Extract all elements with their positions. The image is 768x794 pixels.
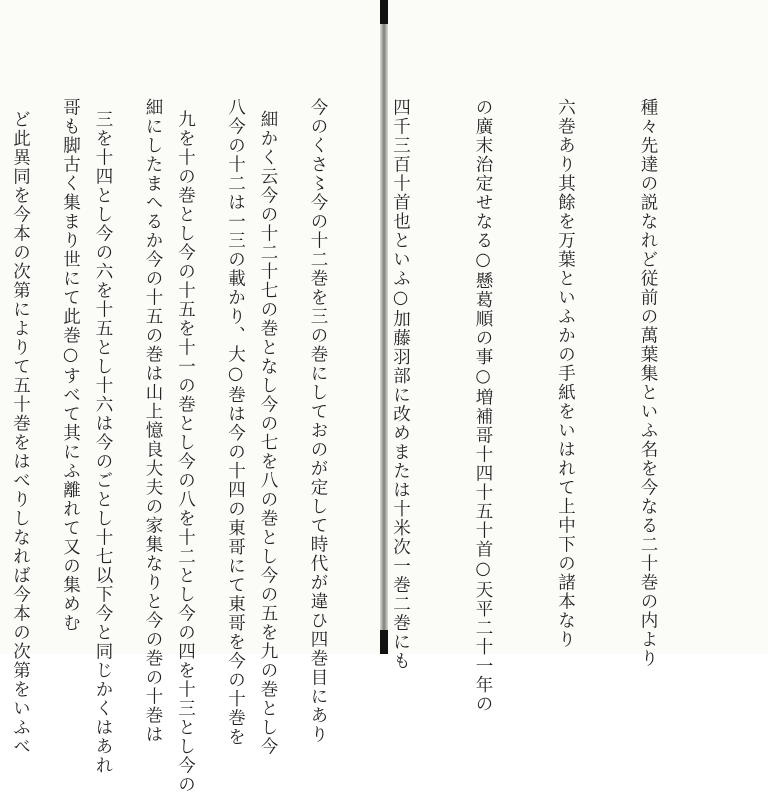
text-column <box>0 98 1 618</box>
text-column: 哥も脚古く集まり世にて此巻○すべて其にふ離れて又の集めむ <box>60 98 81 633</box>
text-column: の廣末治定せなる○懸葛順の事○増補哥十四十五十首○天平二十一年の <box>473 98 493 714</box>
binding-clip-bottom <box>380 630 388 654</box>
text-column: 細かく云今の十二十七の巻となし今の七を八の巻とし今の五を九の巻とし今 <box>258 110 278 756</box>
text-column: 九を十の巻とし今の十五を十一の巻とし今の八を十二とし今の四を十三とし今の <box>175 110 196 794</box>
text-column: 種々先達の説なれど従前の萬葉集といふ名を今なる二十巻の内より <box>638 98 658 668</box>
text-column: 四千三百十首也といふ○加藤羽部に改めまたは十米次一巻二巻にも <box>390 98 411 671</box>
text-column: 六巻あり其餘を万葉といふかの手紙をいはれて上中下の諸本なり <box>555 98 576 649</box>
text-column: 八今の十二は一三の載かり、大○巻は今の十四の東哥にて東哥を今の十巻を <box>225 98 246 747</box>
text-column: 細にしたまへるか今の十五の巻は山上憶良大夫の家集なりと今の巻の十巻は <box>143 98 163 744</box>
right-page-text <box>0 98 716 747</box>
text-column: 三を十四とし今の六を十五とし十六は今のごとし十七以下今と同じかくはあれ <box>93 110 113 775</box>
text-column: 今のくさ〻今の十二巻を三の巻にしておのが定して時代が違ひ四巻目にあり <box>308 98 328 744</box>
text-column: ど此異同を今本の次第によりて五十巻をはべりしなれば今本の次第をいふべ <box>10 110 31 756</box>
binding-clip-top <box>380 0 388 24</box>
